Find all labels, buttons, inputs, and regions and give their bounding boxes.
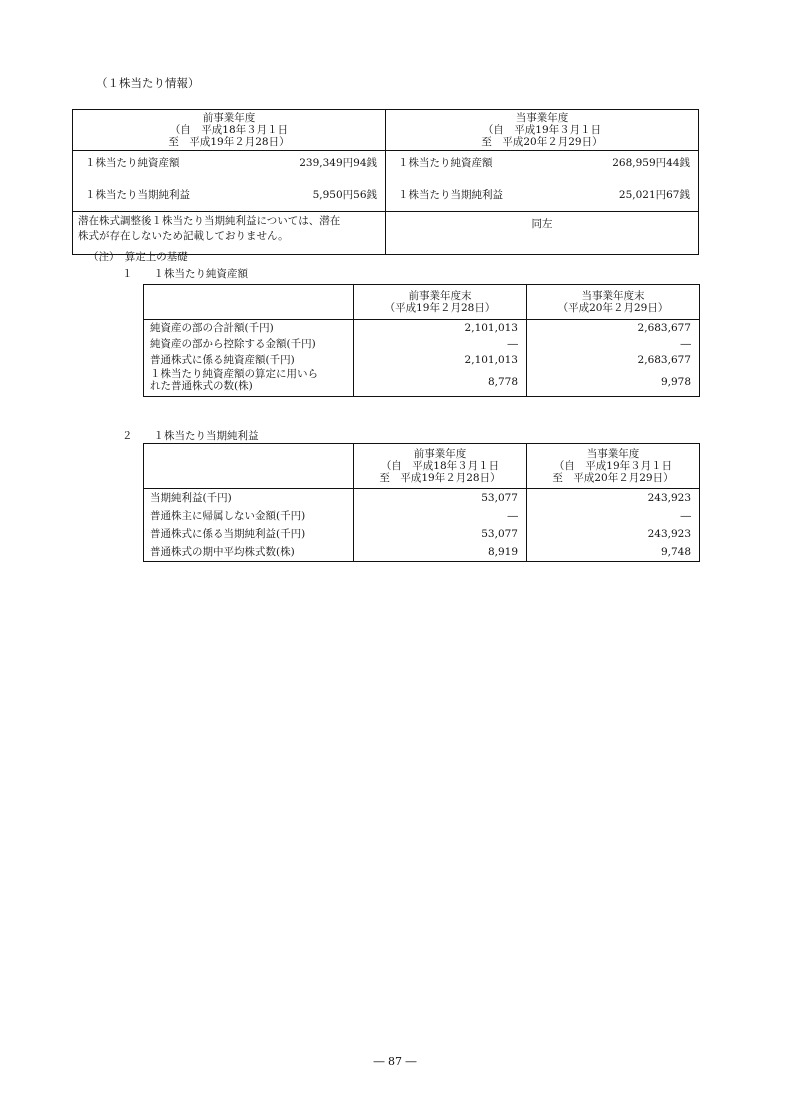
eps-basis-curr-title: 当事業年度 bbox=[586, 448, 640, 460]
nav-basis-labels bbox=[144, 320, 354, 397]
table-cell: 9,748 bbox=[660, 546, 691, 558]
diluted-eps-note-line2: 株式が存在しないため記載しておりません。 bbox=[78, 230, 289, 242]
table-cell: 2,101,013 bbox=[464, 354, 518, 366]
table-cell: 2,683,677 bbox=[637, 322, 691, 334]
prev-period-values bbox=[73, 151, 386, 212]
nav-basis-table bbox=[143, 284, 700, 397]
table-cell: 2,101,013 bbox=[464, 322, 518, 334]
nav-basis-curr-header bbox=[527, 285, 700, 320]
curr-period-values bbox=[386, 151, 699, 212]
table-cell: 243,923 bbox=[647, 492, 691, 504]
eps-basis-prev-header bbox=[354, 444, 527, 489]
curr-eps-value: 25,021円67銭 bbox=[618, 189, 690, 202]
subsection-nav-label: １ １株当たり純資産額 bbox=[122, 268, 248, 280]
diluted-eps-note-line1: 潜在株式調整後１株当たり当期純利益については、潜在 bbox=[78, 215, 341, 227]
table-row-label: 当期純利益(千円) bbox=[150, 492, 232, 504]
table-cell: 8,778 bbox=[487, 376, 518, 388]
table-cell: 9,978 bbox=[660, 376, 691, 388]
page-number: ― 87 ― bbox=[373, 1055, 417, 1068]
eps-basis-curr-values bbox=[527, 489, 700, 562]
eps-basis-prev-title: 前事業年度 bbox=[413, 448, 467, 460]
curr-period-header bbox=[386, 110, 699, 151]
nav-basis-curr-header-line1: 当事業年度末 bbox=[581, 290, 645, 302]
calculation-basis-label: （注） 算定上の基礎 bbox=[88, 251, 188, 263]
prev-period-title: 前事業年度 bbox=[202, 112, 256, 124]
curr-period-title: 当事業年度 bbox=[515, 112, 569, 124]
eps-basis-curr-header bbox=[527, 444, 700, 489]
subsection-eps-label: ２ １株当たり当期純利益 bbox=[122, 430, 259, 442]
curr-eps-label: １株当たり当期純利益 bbox=[398, 189, 503, 202]
nav-basis-curr-header-line2: （平成20年２月29日） bbox=[557, 302, 669, 314]
curr-period-to: 至 平成20年２月29日） bbox=[481, 136, 603, 148]
prev-nav-value: 239,349円94銭 bbox=[299, 157, 377, 169]
eps-basis-labels bbox=[144, 489, 354, 562]
table-row-label: 普通株式に係る当期純利益(千円) bbox=[150, 528, 306, 540]
table-cell: 8,919 bbox=[487, 546, 518, 558]
eps-basis-curr-to: 至 平成20年２月29日） bbox=[552, 472, 674, 484]
table-row-label: 普通株式に係る純資産額(千円) bbox=[150, 354, 295, 366]
prev-period-from: （自 平成18年３月１日 bbox=[169, 124, 289, 136]
eps-basis-table bbox=[143, 443, 700, 562]
table-cell: 53,077 bbox=[481, 528, 518, 540]
table-cell: ― bbox=[680, 338, 691, 350]
prev-eps-label: １株当たり当期純利益 bbox=[85, 189, 190, 202]
nav-basis-curr-values bbox=[527, 320, 700, 397]
table-cell: 243,923 bbox=[647, 528, 691, 540]
curr-nav-value: 268,959円44銭 bbox=[612, 157, 690, 169]
table-row-label: 純資産の部から控除する金額(千円) bbox=[150, 338, 316, 350]
eps-basis-prev-values bbox=[354, 489, 527, 562]
eps-basis-curr-from: （自 平成19年３月１日 bbox=[553, 460, 673, 472]
section-title: （１株当たり情報） bbox=[96, 76, 200, 90]
table-cell: 2,683,677 bbox=[637, 354, 691, 366]
curr-period-from: （自 平成19年３月１日 bbox=[482, 124, 602, 136]
nav-basis-prev-header bbox=[354, 285, 527, 320]
per-share-info-table bbox=[72, 109, 699, 255]
nav-basis-prev-values bbox=[354, 320, 527, 397]
nav-basis-prev-header-line1: 前事業年度末 bbox=[408, 290, 472, 302]
table-row-label: れた普通株式の数(株) bbox=[150, 380, 253, 392]
prev-period-to: 至 平成19年２月28日） bbox=[168, 136, 290, 148]
table-row-label: 純資産の部の合計額(千円) bbox=[150, 322, 274, 334]
table-cell: 53,077 bbox=[481, 492, 518, 504]
table-row-label: 普通株主に帰属しない金額(千円) bbox=[150, 510, 306, 522]
table-row-label: 普通株式の期中平均株式数(株) bbox=[150, 546, 295, 558]
table-cell: ― bbox=[507, 338, 518, 350]
table-cell: ― bbox=[680, 510, 691, 522]
curr-nav-label: １株当たり純資産額 bbox=[398, 157, 493, 169]
nav-basis-prev-header-line2: （平成19年２月28日） bbox=[384, 302, 496, 314]
diluted-eps-note-curr: 同左 bbox=[386, 212, 699, 255]
prev-nav-label: １株当たり純資産額 bbox=[85, 157, 180, 169]
prev-eps-value: 5,950円56銭 bbox=[312, 189, 377, 202]
diluted-eps-note bbox=[73, 212, 386, 255]
eps-basis-prev-from: （自 平成18年３月１日 bbox=[380, 460, 500, 472]
prev-period-header bbox=[73, 110, 386, 151]
eps-basis-prev-to: 至 平成19年２月28日） bbox=[379, 472, 501, 484]
table-cell: ― bbox=[507, 510, 518, 522]
nav-basis-header-blank bbox=[144, 285, 354, 320]
eps-basis-header-blank bbox=[144, 444, 354, 489]
table-row-label: １株当たり純資産額の算定に用いら bbox=[150, 368, 318, 380]
